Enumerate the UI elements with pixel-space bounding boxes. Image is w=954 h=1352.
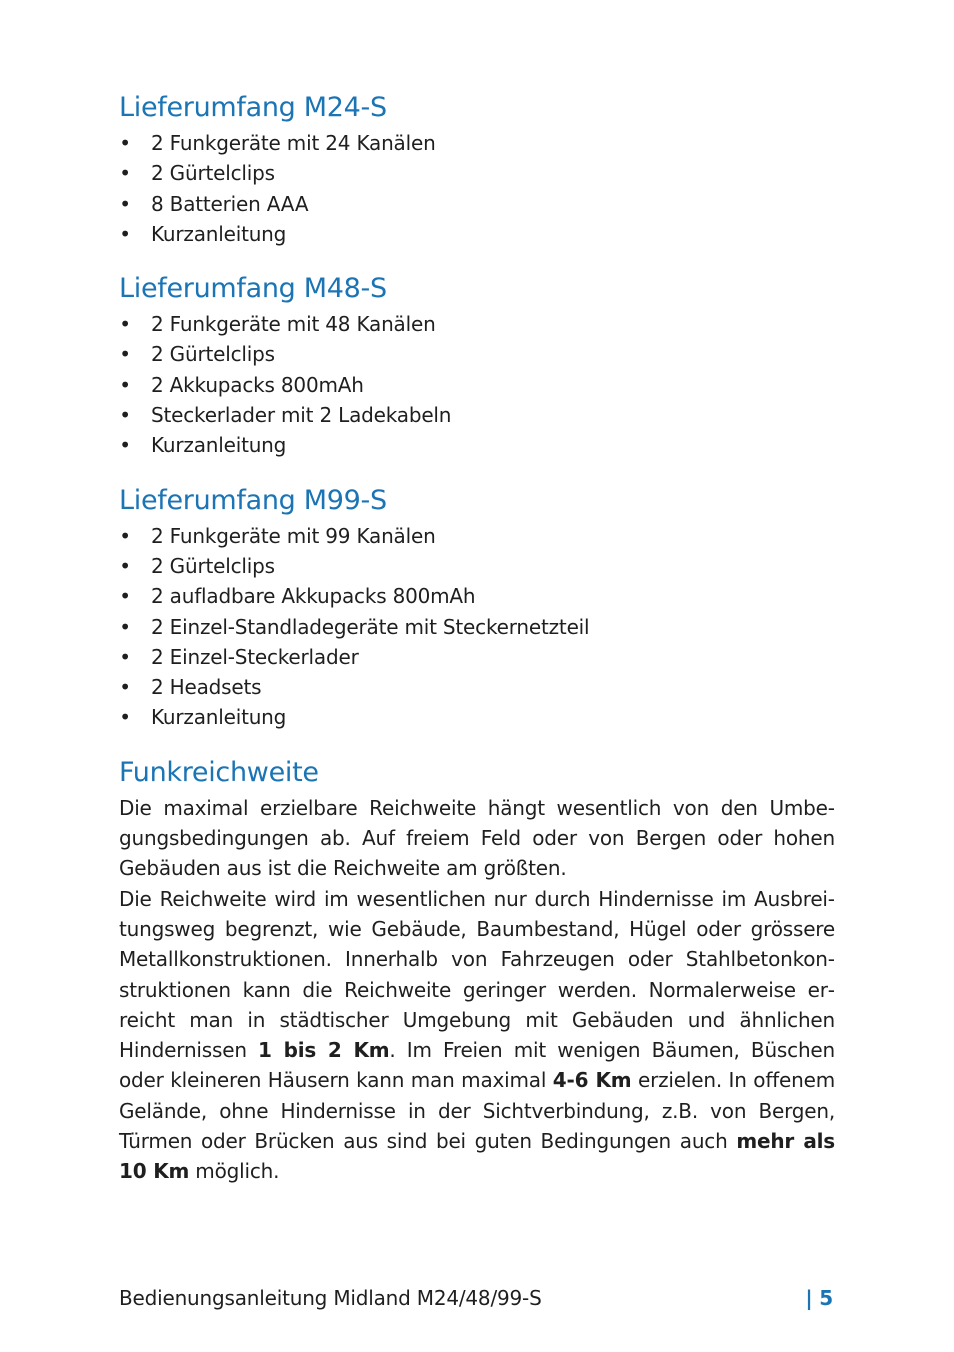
bullet-icon: • <box>119 584 131 609</box>
section-title-m99s: Lieferumfang M99-S <box>119 484 387 516</box>
list-item: • 2 Einzel-Standladegeräte mit Steckernetzteil <box>119 612 835 642</box>
list-item: • 2 Funkgeräte mit 48 Kanälen <box>119 309 835 339</box>
list-item: • 2 aufladbare Akkupacks 800mAh <box>119 581 835 611</box>
list-item: • 2 Funkgeräte mit 24 Kanälen <box>119 128 835 158</box>
section-title-m24s: Lieferumfang M24-S <box>119 92 387 123</box>
bullet-icon: • <box>119 614 131 639</box>
section-m99s <box>119 481 835 733</box>
bullet-icon: • <box>119 312 131 337</box>
bullet-icon: • <box>119 161 131 186</box>
bullet-icon: • <box>119 221 131 246</box>
list-item: • Kurzanleitung <box>119 219 835 249</box>
list-m48s <box>119 309 835 460</box>
range-4-6-km: 4-6 Km <box>552 1068 632 1093</box>
bullet-icon: • <box>119 372 131 397</box>
list-item: • 8 Batterien AAA <box>119 189 835 219</box>
bullet-icon: • <box>119 131 131 155</box>
section-title-range: Funkreichweite <box>119 756 319 788</box>
list-item: • Kurzanleitung <box>119 702 835 732</box>
bullet-icon: • <box>119 191 131 216</box>
list-m99s <box>119 521 835 733</box>
document-page <box>119 88 835 1187</box>
bullet-icon: • <box>119 644 131 669</box>
section-range <box>119 753 835 1187</box>
range-paragraph-1: Die maximal erzielbare Reichweite hängt wesentlich von den Umbegungsbedingungen ab. Auf freiem Feld oder von Bergen oder hohen Gebäuden aus ist die Reichweite am größten. <box>119 795 835 881</box>
bullet-icon: • <box>119 342 131 367</box>
page-number: | 5 <box>805 1286 833 1310</box>
section-m24s <box>119 88 835 249</box>
bullet-icon: • <box>119 403 131 428</box>
list-item: • 2 Einzel-Steckerlader <box>119 642 835 672</box>
list-item: • 2 Akkupacks 800mAh <box>119 370 835 400</box>
range-1-2-km: 1 bis 2 Km <box>258 1038 390 1063</box>
list-item: • 2 Headsets <box>119 672 835 702</box>
list-item: • Kurzanleitung <box>119 430 835 460</box>
list-item: • 2 Funkgeräte mit 99 Kanälen <box>119 521 835 551</box>
list-m24s <box>119 128 835 249</box>
list-item: • 2 Gürtelclips <box>119 551 835 581</box>
range-paragraph-2: Die Reichweite wird im wesentlichen nur durch Hindernisse im Ausbreitungsweg begrenzt, wie Gebäude, Baumbestand, Hügel oder grössere Metallkonstruktionen. Innerhalb von Fahrzeugen oder Stahlbetonkonstruktionen kann die Reichweite geringer werden. Normalerweise erreicht man in städtischer Umgebung mit Gebäuden und ähnlichen Hindernissen 1 bis 2 Km. Im Freien mit wenigen Bäumen, Büschen oder kleineren Häusern kann man maximal 4-6 Km erzielen. In offenem Gelände, ohne Hindernisse in der Sichtverbindung, z.B. von Bergen, Türmen oder Brücken aus sind bei guten Bedingungen auch mehr als 10 Km möglich. <box>119 886 836 1184</box>
list-item: • 2 Gürtelclips <box>119 339 835 369</box>
footer-title: Bedienungsanleitung Midland M24/48/99-S <box>119 1286 542 1310</box>
bullet-icon: • <box>119 523 131 548</box>
section-m48s <box>119 269 835 460</box>
bullet-icon: • <box>119 675 131 700</box>
bullet-icon: • <box>119 705 131 730</box>
range-over-10-km: mehr als 10 Km <box>119 1129 836 1184</box>
list-item: • Steckerlader mit 2 Ladekabeln <box>119 400 835 430</box>
list-item: • 2 Gürtelclips <box>119 158 835 188</box>
bullet-icon: • <box>119 433 131 458</box>
page-footer <box>119 1283 835 1313</box>
section-title-m48s: Lieferumfang M48-S <box>119 273 387 305</box>
bullet-icon: • <box>119 553 131 578</box>
